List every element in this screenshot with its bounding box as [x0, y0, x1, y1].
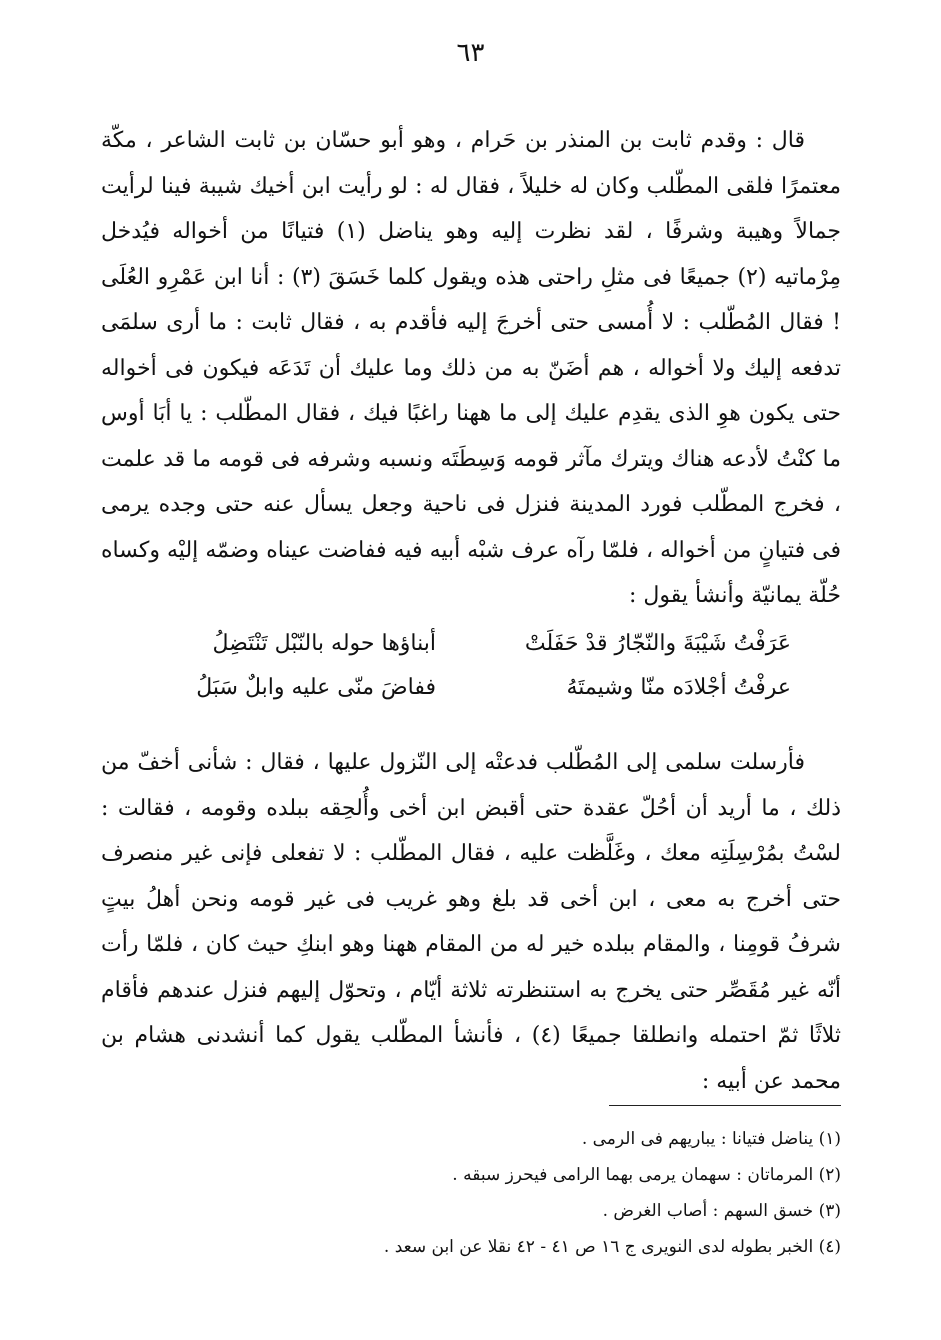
verse-line	[151, 622, 791, 666]
footnotes	[101, 1121, 841, 1265]
main-paragraph-2	[101, 740, 841, 1104]
verse-first-hemistich: عَرَفْتُ شَيْبَةَ والنّجّارُ قدْ حَفَلَتْ	[524, 631, 791, 656]
verse-line	[151, 666, 791, 710]
poem-verses	[151, 622, 791, 710]
paragraph-text: فأرسلت سلمى إلى المُطّلب فدعتْه إلى النّزول عليها ، فقال : شأنى أخفّ من ذلك ، ما أريد أن أحُلّ عقدة حتى أقبض ابن أخى وأُلحِقه ببلده وقومه ، فقالت : لسْتُ بمُرْسِلَتِه معك ، وغَلَّظت عليه ، فقال المطّلب : لا تفعلى فإنى غير منصرف حتى أخرج به معى ، ابن أخى قد بلغ وهو غريب فى غير قومه ونحن أهلُ بيتٍ شرفُ قومِنا ، والمقام ببلده خير له من المقام ههنا وهو ابنكِ حيث كان ، فلمّا رأت أنّه غير مُقَصِّر حتى يخرج به استنظرته ثلاثة أيّام ، وتحوّل إليهم فنزل عندهم فأقام ثلاثًا ثمّ احتمله وانطلقا جميعًا (٤) ، فأنشأ المطّلب يقول كما أنشدنى هشام بن محمد عن أبيه :	[101, 750, 841, 1094]
verse-second-hemistich: ففاضَ منّى عليه وابلٌ سَبَلُ	[196, 675, 436, 700]
footnote-4: (٤) الخبر بطوله لدى النويرى ج ١٦ ص ٤١ - ٤٢ نقلا عن ابن سعد .	[383, 1237, 841, 1257]
main-paragraph-1	[101, 118, 841, 619]
footnote-divider	[609, 1105, 841, 1106]
page-number: ٦٣	[456, 38, 485, 68]
paragraph-text: قال : وقدم ثابت بن المنذر بن حَرام ، وهو أبو حسّان بن ثابت الشاعر ، مكّة معتمرًا فلقى المطّلب وكان له خليلاً ، فقال له : لو رأيت ابن أخيك شيبة فينا لرأيت جمالاً وهيبة وشرفًا ، لقد نظرت إليه وهو يناضل (١) فتيانًا من أخواله فيُدخل مِرْماتيه (٢) جميعًا فى مثلِ راحتى هذه ويقول كلما خَسَقَ (٣) : أنا ابن عَمْرِو العُلَى ! فقال المُطّلب : لا أُمسى حتى أخرجَ إليه فأقدم به ، فقال ثابت : ما أرى سلمَى تدفعه إليك ولا أخواله ، هم أضَنّ به من ذلك وما عليك أن تَدَعَه فيكون فى أخواله حتى يكون هوِ الذى يقدِم عليك إلى ما ههنا راغبًا فيك ، فقال المطّلب : يا أبَا أوس ما كنْتُ لأدعه هناك ويترك مآثر قومه وَسِطَتَه ونسبه وشرفه فى قومه ما قد علمت ، فخرج المطّلب فورد المدينة فنزل فى ناحية وجعل يسأل عنه حتى وجده يرمى فى فتيانٍ من أخواله ، فلمّا رآه عرف شبْه أبيه فيه ففاضت عيناه وضمّه إليْه وكساه حُلّة يمانيّة وأنشأ يقول :	[101, 128, 842, 608]
footnote-2: (٢) المرماتان : سهمان يرمى بهما الرامى فيحرز سبقه .	[452, 1165, 841, 1185]
footnote-1: (١) يناضل فتيانا : يباريهم فى الرمى .	[581, 1129, 841, 1149]
footnote-3: (٣) خسق السهم : أصاب الغرض .	[602, 1201, 841, 1221]
verse-second-hemistich: أبناؤها حوله بالنّبْل تَنْتَضِلُ	[212, 631, 436, 656]
verse-first-hemistich: عرفْتُ أجْلادَه منّا وشيمتَهُ	[566, 675, 791, 700]
